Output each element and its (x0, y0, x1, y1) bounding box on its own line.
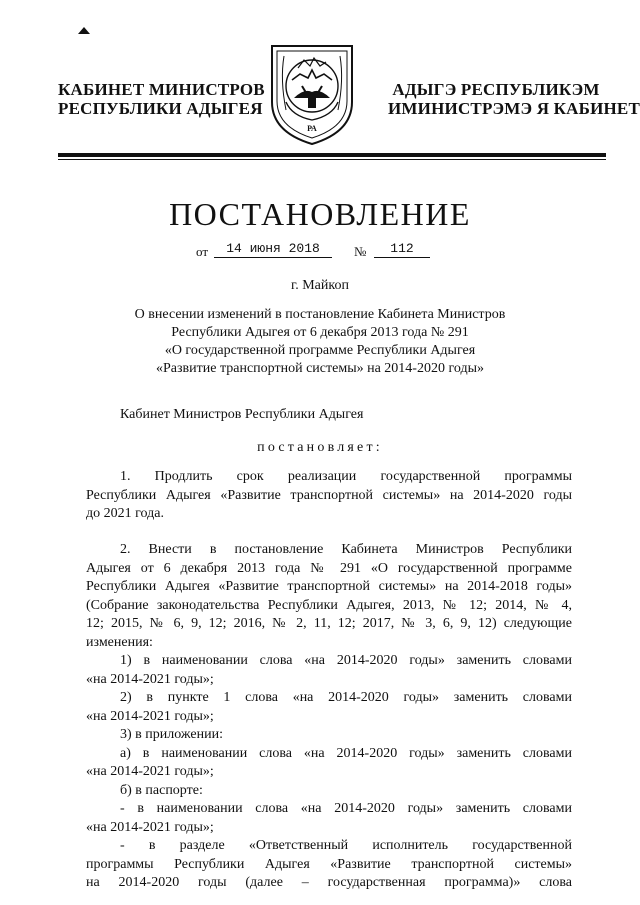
paragraph-line: «на 2014-2021 годы»; (86, 671, 214, 687)
header-left-line1: КАБИНЕТ МИНИСТРОВ (58, 80, 265, 99)
date-from-label: от (196, 244, 209, 259)
paragraph-line: Республики Адыгея «Развитие транспортной системы» на 2014-2018 годы» (86, 579, 572, 594)
paragraph-line: (Собрание законодательства Республики Адыгея, 2013, № 12; 2014, № 4, (86, 597, 572, 613)
document-date: 14 июня 2018 (214, 241, 332, 258)
paragraph-line: - в разделе «Ответственный исполнитель государственной (120, 838, 572, 853)
paragraph-line: 12; 2015, № 6, 9, 12; 2016, № 2, 11, 12; 2017, № 3, 6, 9, 12) следующие (86, 616, 572, 631)
paragraph-line: до 2021 года. (86, 506, 164, 521)
paragraph-line: 1) в наименовании слова «на 2014-2020 годы» заменить словами (120, 653, 572, 668)
paragraph-line: программы Республики Адыгея «Развитие транспортной системы» (86, 856, 572, 872)
paragraph-line: - в наименовании слова «на 2014-2020 годы» заменить словами (120, 801, 572, 816)
date-number-line (196, 238, 436, 262)
paragraph-line: б) в паспорте: (120, 782, 203, 798)
header-right-ady (388, 80, 640, 118)
document-number: 112 (374, 241, 430, 258)
subject-line: «Развитие транспортной системы» на 2014-2020 годы» (156, 361, 484, 376)
paragraph-line: на 2014-2020 годы (далее – государственная программа)» слова (86, 875, 572, 890)
paragraph-line: а) в наименовании слова «на 2014-2020 годы» заменить словами (120, 745, 572, 761)
header-right-line2: ИМИНИСТРЭМЭ Я КАБИНЕТ (388, 99, 640, 118)
header-left-ru (58, 80, 265, 118)
header-divider-thick (58, 153, 606, 157)
paragraph-line: 2) в пункте 1 слова «на 2014-2020 годы» заменить словами (120, 690, 572, 705)
header-left-line2: РЕСПУБЛИКИ АДЫГЕЯ (58, 99, 263, 118)
scan-mark-icon (78, 27, 90, 34)
paragraph-line: 3) в приложении: (120, 727, 223, 742)
header-divider-thin (58, 159, 606, 160)
paragraph-line: Адыгея от 6 декабря 2013 года № 291 «О государственной программе (86, 560, 572, 576)
header-right-line1: АДЫГЭ РЕСПУБЛИКЭМ (392, 80, 600, 99)
number-label: № (354, 244, 367, 259)
emblem-letters: РА (307, 124, 317, 133)
paragraph-1 (86, 468, 572, 524)
paragraph-2 (86, 541, 572, 893)
coat-of-arms-emblem-icon (264, 40, 360, 146)
document-subject (100, 306, 540, 378)
subject-line: «О государственной программе Республики Адыгея (164, 343, 476, 358)
paragraph-line: изменения: (86, 634, 153, 650)
paragraph-line: «на 2014-2021 годы»; (86, 764, 214, 779)
subject-line: О внесении изменений в постановление Кабинета Министров (134, 307, 506, 322)
paragraph-line: «на 2014-2021 годы»; (86, 819, 214, 835)
decree-word: постановляет: (257, 440, 383, 455)
paragraph-line: 2. Внести в постановление Кабинета Министров Республики (120, 542, 572, 557)
paragraph-line: «на 2014-2021 годы»; (86, 708, 214, 724)
document-title: ПОСТАНОВЛЕНИЕ (169, 196, 471, 232)
paragraph-line: 1. Продлить срок реализации государственной программы (120, 469, 572, 484)
paragraph-line: Республики Адыгея «Развитие транспортной системы» на 2014-2020 годы (86, 487, 572, 503)
document-city: г. Майкоп (291, 278, 349, 293)
subject-line: Республики Адыгея от 6 декабря 2013 года № 291 (171, 325, 469, 340)
issuer-line: Кабинет Министров Республики Адыгея (120, 407, 364, 422)
